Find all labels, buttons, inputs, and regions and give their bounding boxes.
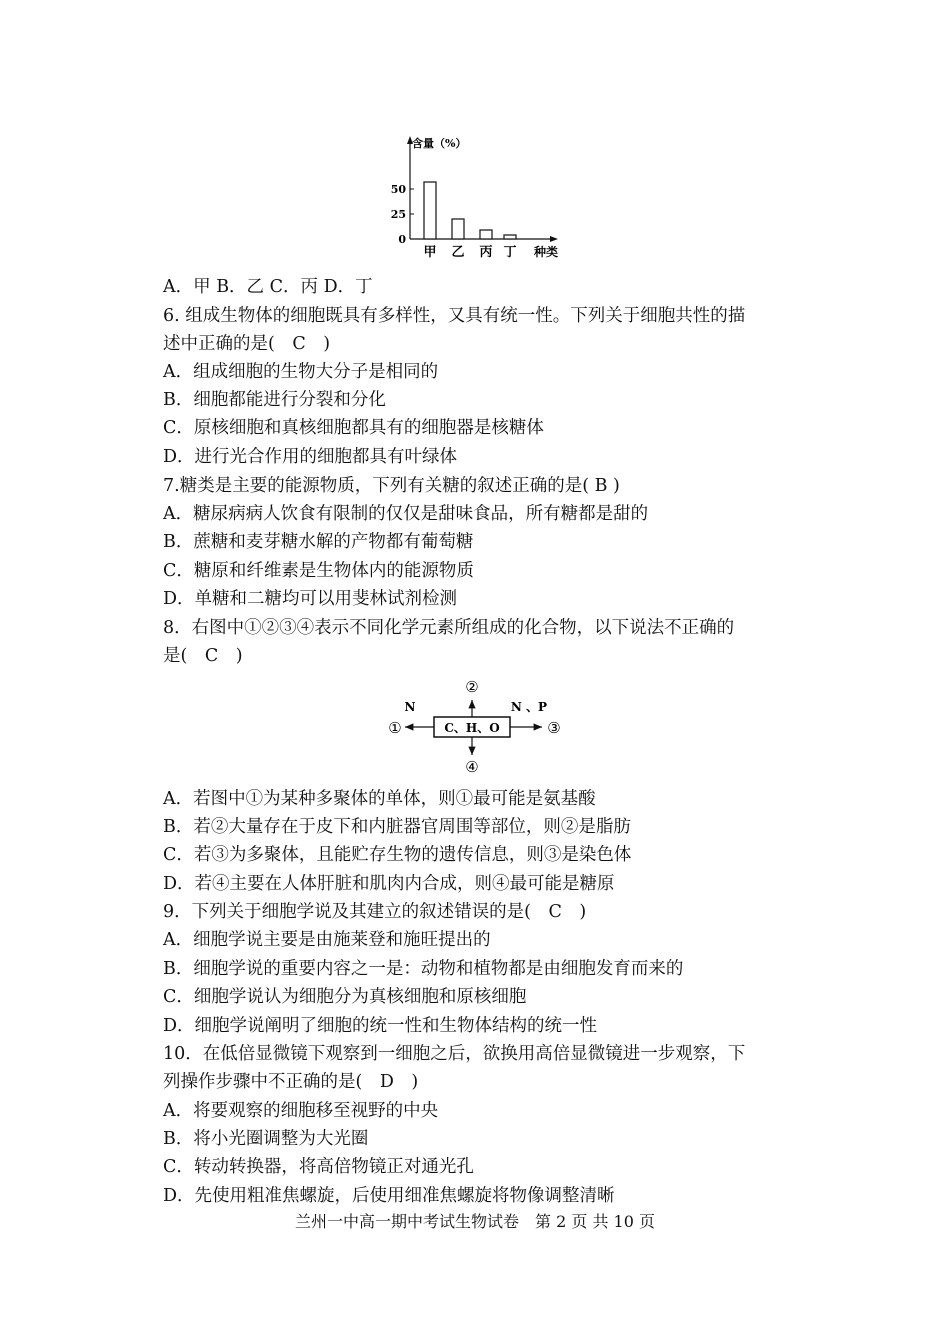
q8-stem-line1: 8．右图中①②③④表示不同化学元素所组成的化合物，以下说法不正确的 (163, 618, 735, 638)
q9-option-b: B．细胞学说的重要内容之一是：动物和植物都是由细胞发育而来的 (163, 959, 684, 979)
q8-option-c: C．若③为多聚体，且能贮存生物的遗传信息，则③是染色体 (163, 845, 632, 865)
q6-option-c: C．原核细胞和真核细胞都具有的细胞器是核糖体 (163, 418, 544, 438)
y-axis-label: 含量（%） (412, 137, 467, 150)
y-tick-label: 25 (390, 208, 406, 221)
bar-甲 (424, 182, 436, 239)
bar-丙 (480, 230, 492, 239)
q6-stem-line1: 6. 组成生物体的细胞既具有多样性，又具有统一性。下列关于细胞共性的描 (163, 306, 746, 326)
compound-4-label: ④ (465, 758, 479, 776)
q6-option-d: D．进行光合作用的细胞都具有叶绿体 (163, 447, 458, 467)
bar-乙 (452, 219, 464, 239)
x-tick-label: 丁 (503, 245, 517, 260)
q5-options: A．甲 B．乙 C．丙 D．丁 (163, 277, 373, 297)
bar-丁 (504, 235, 516, 239)
q6-option-a: A．组成细胞的生物大分子是相同的 (163, 362, 439, 382)
q7-option-d: D．单糖和二糖均可以用斐林试剂检测 (163, 589, 458, 609)
x-axis-label: 种类 (533, 245, 559, 259)
q8-stem-line2: 是( C ) (163, 646, 243, 666)
q7-stem: 7.糖类是主要的能源物质，下列有关糖的叙述正确的是( B ) (163, 476, 620, 496)
q8-option-a: A．若图中①为某种多聚体的单体，则①最可能是氨基酸 (163, 789, 596, 809)
q9-stem: 9．下列关于细胞学说及其建立的叙述错误的是( C ) (163, 902, 587, 922)
content-bar-chart (380, 128, 570, 268)
q6-stem-line2: 述中正确的是( C ) (163, 334, 331, 354)
q10-option-c: C．转动转换器，将高倍物镜正对通光孔 (163, 1157, 474, 1177)
q7-option-b: B．蔗糖和麦芽糖水解的产物都有葡萄糖 (163, 532, 474, 552)
compound-2-label: ② (465, 678, 479, 696)
q10-option-d: D．先使用粗准焦螺旋，后使用细准焦螺旋将物像调整清晰 (163, 1186, 615, 1206)
y-tick-label: 50 (390, 183, 406, 196)
center-label: C、H、O (444, 721, 500, 735)
q9-option-d: D．细胞学说阐明了细胞的统一性和生物体结构的统一性 (163, 1016, 598, 1036)
q7-option-c: C．糖原和纤维素是生物体内的能源物质 (163, 561, 474, 581)
q10-stem-line2: 列操作步骤中不正确的是( D ) (163, 1072, 419, 1092)
left-element-label: N (404, 700, 416, 714)
q9-option-a: A．细胞学说主要是由施莱登和施旺提出的 (163, 930, 491, 950)
q9-option-c: C．细胞学说认为细胞分为真核细胞和原核细胞 (163, 987, 527, 1007)
q6-option-b: B．细胞都能进行分裂和分化 (163, 390, 386, 410)
x-tick-label: 甲 (423, 245, 437, 260)
q8-option-b: B．若②大量存在于皮下和内脏器官周围等部位，则②是脂肪 (163, 817, 631, 837)
q8-option-d: D．若④主要在人体肝脏和肌肉内合成，则④最可能是糖原 (163, 874, 615, 894)
q7-option-a: A．糖尿病病人饮食有限制的仅仅是甜味食品，所有糖都是甜的 (163, 504, 649, 524)
element-composition-diagram (370, 672, 580, 780)
q10-option-b: B．将小光圈调整为大光圈 (163, 1129, 369, 1149)
y-tick-label: 0 (398, 233, 406, 246)
q10-option-a: A．将要观察的细胞移至视野的中央 (163, 1101, 439, 1121)
x-tick-label: 丙 (479, 245, 493, 260)
compound-3-label: ③ (547, 719, 561, 737)
right-element-label: N 、P (510, 700, 548, 714)
q10-stem-line1: 10．在低倍显微镜下观察到一细胞之后，欲换用高倍显微镜进一步观察，下 (163, 1044, 746, 1064)
page-footer: 兰州一中高一期中考试生物试卷 第 2 页 共 10 页 (295, 1212, 655, 1231)
compound-1-label: ① (388, 719, 402, 737)
x-axis-arrow (550, 236, 558, 242)
x-tick-label: 乙 (451, 245, 465, 260)
